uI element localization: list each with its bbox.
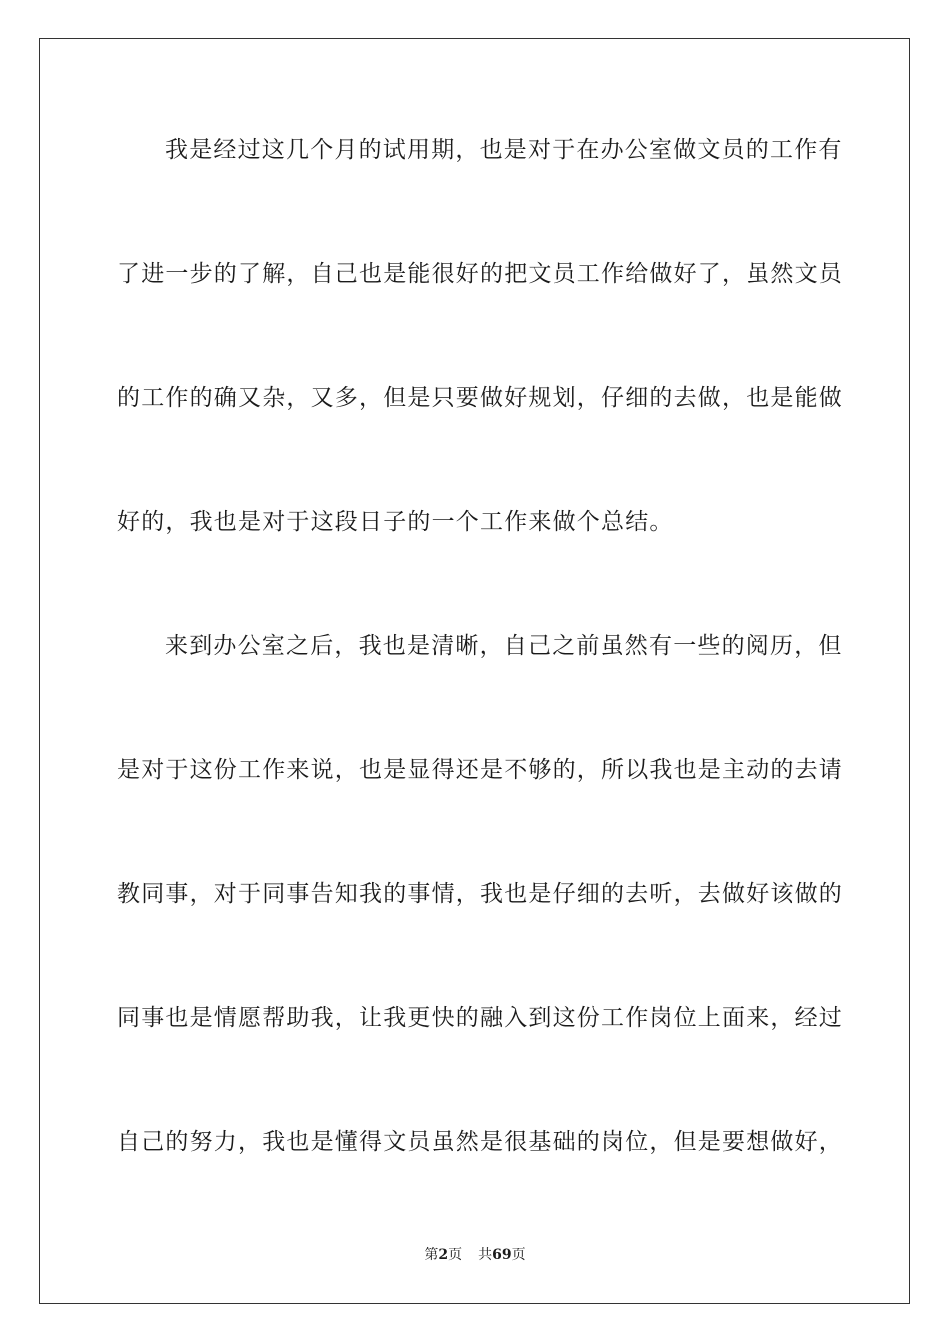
page-border (39, 38, 910, 1304)
text-line: 我是经过这几个月的试用期，也是对于在办公室做文员的工作有 (165, 137, 843, 163)
page-total: 69 (492, 1247, 512, 1263)
text-line: 自己的努力，我也是懂得文员虽然是很基础的岗位，但是要想做好， (117, 1129, 843, 1155)
text-line: 了进一步的了解，自己也是能很好的把文员工作给做好了，虽然文员 (117, 261, 843, 287)
text-line: 的工作的确又杂，又多，但是只要做好规划，仔细的去做，也是能做 (117, 385, 843, 411)
text-line: 同事也是情愿帮助我，让我更快的融入到这份工作岗位上面来，经过 (117, 1005, 843, 1031)
page-suffix: 页 (448, 1247, 463, 1263)
text-line: 好的，我也是对于这段日子的一个工作来做个总结。 (117, 509, 674, 535)
text-line: 来到办公室之后，我也是清晰，自己之前虽然有一些的阅历，但 (165, 633, 843, 659)
text-line: 教同事，对于同事告知我的事情，我也是仔细的去听，去做好该做的 (117, 881, 843, 907)
total-prefix: 共 (478, 1247, 493, 1263)
total-suffix: 页 (511, 1247, 526, 1263)
page-number: 2 (438, 1247, 449, 1263)
text-line: 是对于这份工作来说，也是显得还是不够的，所以我也是主动的去请 (117, 757, 843, 783)
page-prefix: 第 (424, 1247, 439, 1263)
page-footer (0, 1245, 950, 1265)
